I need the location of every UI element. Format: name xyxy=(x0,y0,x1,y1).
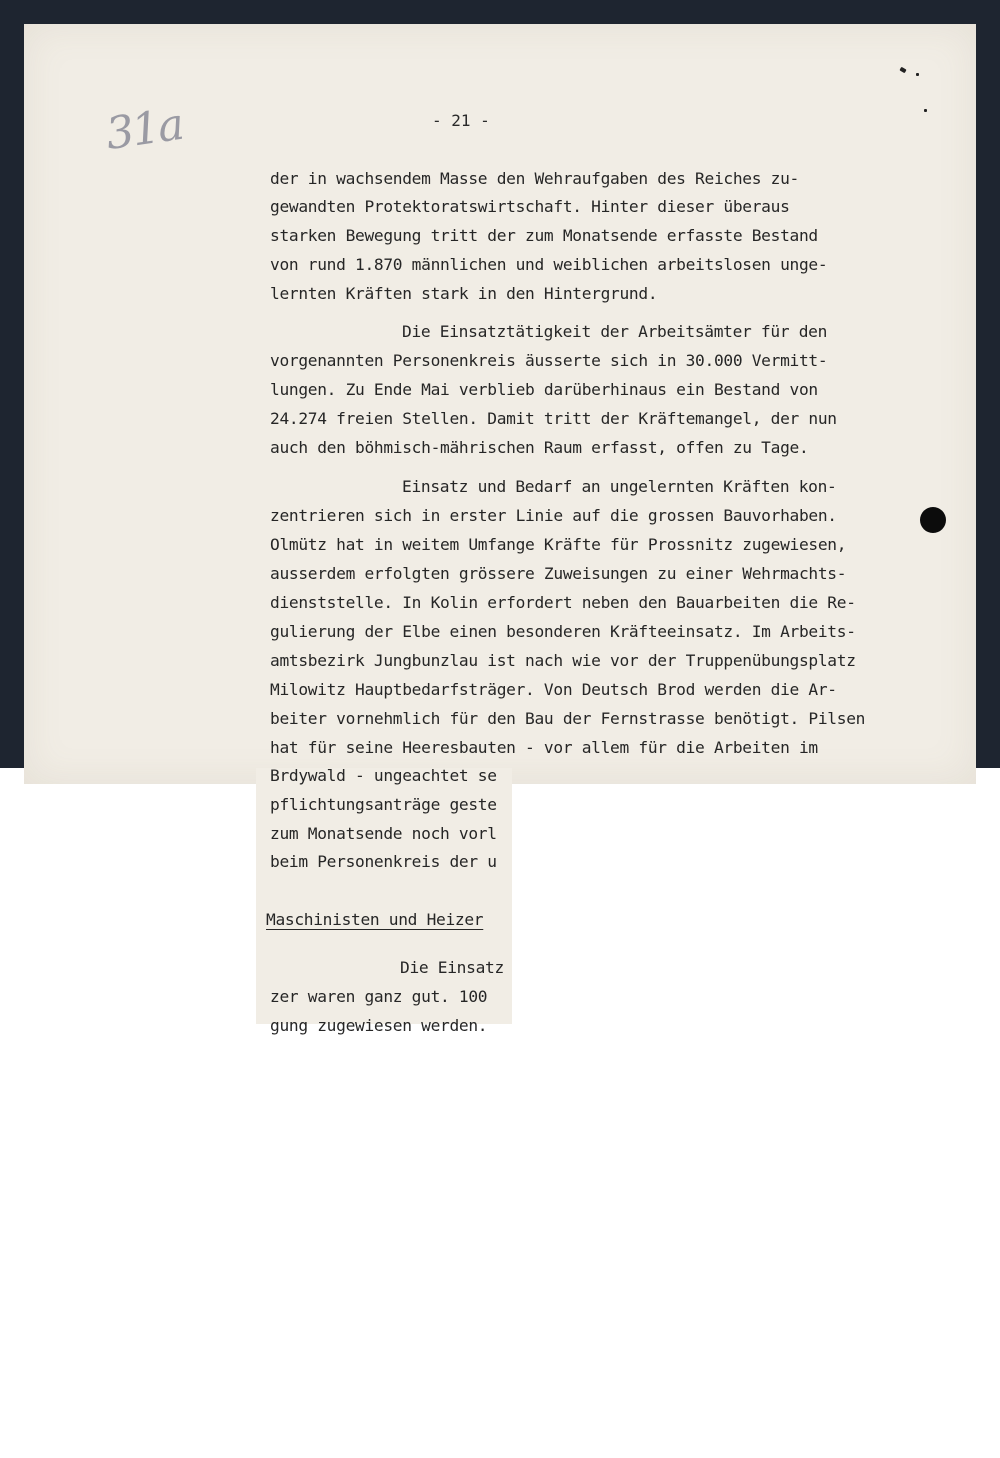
text-line: pflichtungsanträge geste xyxy=(270,795,497,814)
text-line: beim Personenkreis der u xyxy=(270,852,497,871)
text-line: lernten Kräften stark in den Hintergrund. xyxy=(270,284,658,303)
text-line: Die Einsatz xyxy=(400,958,504,977)
text-line: amtsbezirk Jungbunzlau ist nach wie vor der Truppenübungsplatz xyxy=(270,651,856,670)
text-line: von rund 1.870 männlichen und weiblichen arbeitslosen unge- xyxy=(270,255,828,274)
text-line: vorgenannten Personenkreis äusserte sich in 30.000 Vermitt- xyxy=(270,351,828,370)
text-line: Einsatz und Bedarf an ungelernten Kräften kon- xyxy=(402,477,837,496)
text-line: zum Monatsende noch vorl xyxy=(270,824,497,843)
text-line: hat für seine Heeresbauten - vor allem für die Arbeiten im xyxy=(270,738,818,757)
text-line: gewandten Protektoratswirtschaft. Hinter dieser überaus xyxy=(270,197,790,216)
text-line: Milowitz Hauptbedarfsträger. Von Deutsch Brod werden die Ar- xyxy=(270,680,837,699)
text-line: gulierung der Elbe einen besonderen Kräfteeinsatz. Im Arbeits- xyxy=(270,622,856,641)
text-line: Brdywald - ungeachtet se xyxy=(270,766,497,785)
text-line: Die Einsatztätigkeit der Arbeitsämter für den xyxy=(402,322,828,341)
text-line: ausserdem erfolgten grössere Zuweisungen zu einer Wehrmachts- xyxy=(270,564,847,583)
text-line: der in wachsendem Masse den Wehraufgaben des Reiches zu- xyxy=(270,169,799,188)
section-heading: Maschinisten und Heizer xyxy=(266,910,484,929)
scan-lower-fragment xyxy=(256,766,512,1035)
pencil-annotation: 31a xyxy=(102,98,186,161)
text-line: Olmütz hat in weitem Umfange Kräfte für Prossnitz zugewiesen, xyxy=(270,535,847,554)
text-line: lungen. Zu Ende Mai verblieb darüberhinaus ein Bestand von xyxy=(270,380,818,399)
text-line: auch den böhmisch-mährischen Raum erfasst, offen zu Tage. xyxy=(270,438,809,457)
text-line: zer waren ganz gut. 100 xyxy=(270,987,488,1006)
text-line: zentrieren sich in erster Linie auf die grossen Bauvorhaben. xyxy=(270,506,837,525)
page-number: - 21 - xyxy=(432,111,490,130)
text-line: gung zugewiesen werden. xyxy=(270,1016,488,1035)
text-line: starken Bewegung tritt der zum Monatsende erfasste Bestand xyxy=(270,226,818,245)
text-line: 24.274 freien Stellen. Damit tritt der Kräftemangel, der nun xyxy=(270,409,837,428)
text-line: dienststelle. In Kolin erfordert neben den Bauarbeiten die Re- xyxy=(270,593,856,612)
text-line: beiter vornehmlich für den Bau der Fernstrasse benötigt. Pilsen xyxy=(270,709,866,728)
